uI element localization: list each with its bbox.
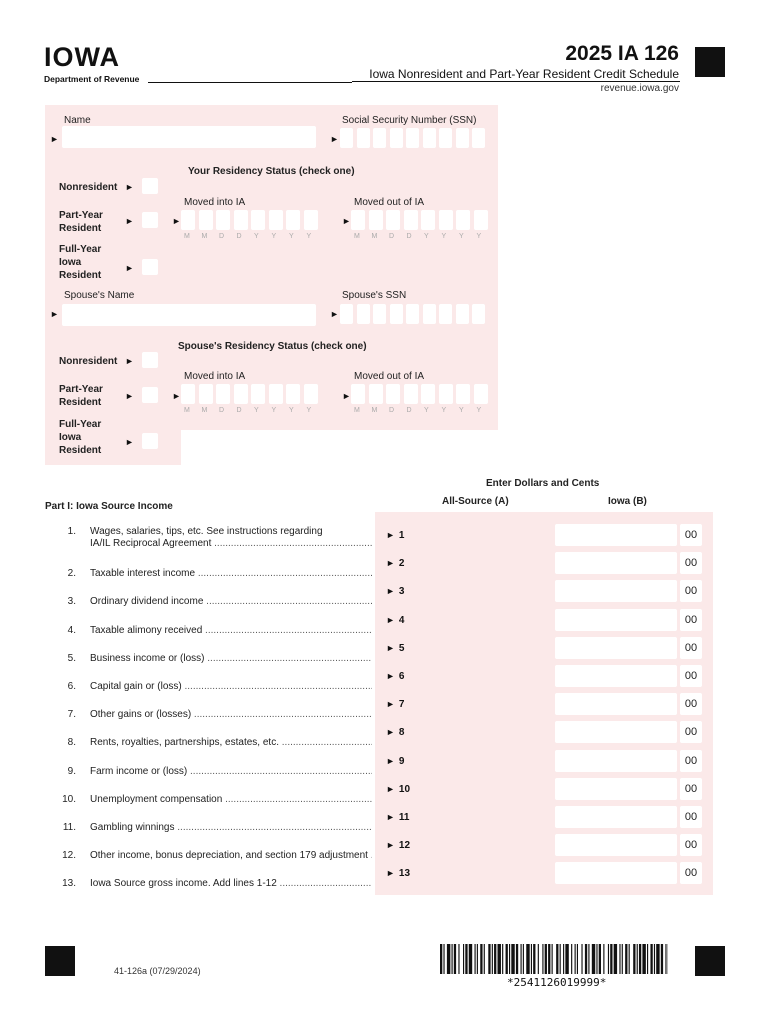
date-format-label: Y: [424, 233, 429, 240]
digit-box[interactable]: [421, 384, 435, 404]
line-description: Iowa Source gross income. Add lines 1-12 .....: [90, 878, 372, 890]
line-description: Farm income or (loss) .....: [90, 766, 372, 778]
arrow-icon: ►: [386, 812, 395, 822]
arrow-icon: ►: [125, 391, 134, 401]
line-box-number: 10: [398, 783, 411, 795]
arrow-icon: ►: [125, 216, 134, 226]
registration-mark-top-right: [695, 47, 725, 77]
date-format-label: D: [389, 233, 395, 240]
barcode-icon: [440, 944, 668, 974]
moved-out-date-field[interactable]: [351, 210, 491, 243]
digit-box[interactable]: [199, 384, 213, 404]
digit-box[interactable]: [456, 128, 469, 148]
line-box-number: 1: [398, 530, 405, 541]
digit-box[interactable]: [181, 384, 195, 404]
arrow-icon: ►: [125, 356, 134, 366]
digit-box[interactable]: [423, 128, 436, 148]
arrow-icon: ►: [125, 437, 134, 447]
digit-box[interactable]: [390, 128, 403, 148]
form-url: revenue.iowa.gov: [600, 83, 679, 94]
digit-box[interactable]: [234, 210, 248, 230]
digit-box[interactable]: [474, 384, 488, 404]
iowa-amount-field[interactable]: [555, 750, 677, 772]
digit-box[interactable]: [373, 304, 386, 324]
date-format-label: M: [354, 233, 360, 240]
form-code: 41-126a (07/29/2024): [114, 966, 201, 976]
cents-field[interactable]: 00: [680, 806, 702, 828]
line-box-number: 5: [398, 642, 405, 654]
part1-title: Part I: Iowa Source Income: [45, 501, 173, 512]
digit-box[interactable]: [181, 210, 195, 230]
digit-box[interactable]: [406, 128, 419, 148]
line-description: Business income or (loss) .....: [90, 653, 372, 665]
digit-box[interactable]: [269, 210, 283, 230]
iowa-amount-field[interactable]: [555, 834, 677, 856]
date-format-label: M: [371, 233, 378, 240]
date-format-label: Y: [271, 233, 277, 240]
line-box-number: 11: [398, 812, 410, 823]
line-description: Capital gain or (loss) .....: [90, 681, 372, 693]
spouse-part-year-line2: Resident: [59, 397, 102, 408]
iowa-amount-field[interactable]: [555, 693, 677, 715]
line-number: 13.: [62, 878, 76, 890]
column-a-header: All-Source (A): [442, 496, 509, 507]
iowa-amount-field[interactable]: [555, 552, 677, 574]
arrow-icon: ►: [342, 391, 351, 401]
date-format-label: Y: [289, 233, 294, 240]
spouse-ssn-label: Spouse's SSN: [342, 290, 407, 301]
form-title: 2025 IA 126: [565, 42, 679, 65]
digit-box[interactable]: [216, 384, 230, 404]
line-box-number: 7: [398, 699, 405, 711]
digit-box[interactable]: [456, 384, 470, 404]
iowa-amount-field[interactable]: [555, 665, 677, 687]
date-format-label: Y: [459, 233, 464, 240]
moved-into-label: Moved into IA: [184, 197, 246, 208]
date-format-label: Y: [289, 407, 294, 414]
arrow-icon: ►: [330, 309, 339, 319]
cents-field[interactable]: 00: [680, 637, 702, 659]
arrow-icon: ►: [386, 727, 395, 738]
line-box-number: 6: [398, 671, 405, 682]
line-number: 7.: [67, 709, 76, 721]
spouse-name-field[interactable]: [62, 304, 316, 326]
arrow-icon: ►: [386, 586, 395, 597]
line-marker: [386, 727, 404, 738]
iowa-amount-field[interactable]: [555, 862, 677, 884]
line-description: Ordinary dividend income .....: [90, 596, 372, 608]
digit-box[interactable]: [456, 304, 469, 324]
enter-dollars-label: Enter Dollars and Cents: [486, 478, 600, 489]
digit-box[interactable]: [373, 128, 386, 148]
date-format-label: M: [371, 407, 378, 414]
residency-heading: Your Residency Status (check one): [188, 166, 355, 177]
nonresident-label: Nonresident: [59, 182, 118, 193]
full-year-label-line1: Full-Year: [59, 244, 102, 255]
spouse-full-year-label: [59, 418, 101, 457]
date-format-label: Y: [254, 407, 259, 414]
spouse-ssn-field[interactable]: [340, 304, 488, 324]
line-description: Rents, royalties, partnerships, estates, etc. .....: [90, 737, 372, 749]
line-marker: [386, 615, 404, 626]
arrow-icon: ►: [386, 783, 395, 794]
spouse-residency-heading: Spouse's Residency Status (check one): [178, 341, 367, 352]
part-year-label-line1: Part-Year: [59, 210, 103, 221]
date-format-label: D: [406, 233, 412, 240]
digit-box[interactable]: [386, 210, 400, 230]
department-name: Department of Revenue: [44, 74, 140, 84]
date-format-label: D: [219, 233, 225, 240]
name-label: Name: [64, 115, 91, 126]
digit-box[interactable]: [439, 304, 452, 324]
iowa-amount-field[interactable]: [555, 637, 677, 659]
digit-box[interactable]: [286, 210, 300, 230]
line-number: 6.: [67, 681, 76, 692]
iowa-amount-field[interactable]: [555, 721, 677, 743]
line-description: Other income, bonus depreciation, and section 179 adjustment .....: [90, 850, 372, 862]
line-number: 11.: [62, 822, 76, 833]
line-number: 4.: [67, 624, 76, 636]
line-number: 5.: [67, 652, 76, 664]
spouse-part-year-label: [59, 383, 103, 409]
digit-box[interactable]: [269, 384, 283, 404]
date-format-label: D: [389, 407, 395, 414]
spouse-moved-into-date-field[interactable]: [181, 384, 321, 417]
date-format-label: Y: [476, 407, 482, 414]
date-format-label: M: [184, 407, 190, 414]
identity-panel: [45, 105, 498, 430]
spouse-moved-out-date-field[interactable]: [351, 384, 491, 417]
moved-out-label: Moved out of IA: [354, 197, 425, 208]
line-description: Taxable interest income .....: [90, 568, 372, 580]
full-year-label-line3: Resident: [59, 270, 102, 281]
digit-box[interactable]: [199, 210, 213, 230]
line-description: Gambling winnings .....: [90, 822, 372, 834]
form-subtitle: Iowa Nonresident and Part-Year Resident Credit Schedule: [369, 67, 679, 81]
line-number: 3.: [67, 596, 76, 608]
full-year-label: [59, 243, 101, 282]
arrow-icon: ►: [50, 134, 59, 144]
digit-box[interactable]: [406, 304, 419, 324]
arrow-icon: ►: [386, 530, 395, 540]
date-format-label: Y: [459, 407, 464, 414]
spouse-full-year-line1: Full-Year: [59, 419, 102, 430]
digit-box[interactable]: [357, 128, 370, 148]
cents-field[interactable]: 00: [680, 862, 702, 884]
arrow-icon: ►: [386, 642, 395, 653]
cents-field[interactable]: 00: [680, 524, 702, 546]
digit-box[interactable]: [351, 210, 365, 230]
line-number: 2.: [67, 568, 76, 580]
date-format-label: Y: [306, 233, 312, 240]
line-marker: [386, 840, 410, 851]
line-box-number: 13: [398, 868, 411, 880]
line-marker: [386, 530, 404, 541]
arrow-icon: ►: [330, 134, 339, 144]
date-format-label: M: [201, 407, 208, 414]
line-number: 1.: [67, 526, 76, 537]
arrow-icon: ►: [386, 840, 395, 851]
spouse-full-year-line3: Resident: [59, 445, 102, 456]
date-format-label: Y: [441, 233, 447, 240]
line-description: Unemployment compensation .....: [90, 794, 372, 806]
iowa-logo: IOWA: [44, 42, 120, 72]
digit-box[interactable]: [286, 384, 300, 404]
digit-box[interactable]: [474, 210, 488, 230]
line-marker: [386, 558, 404, 569]
barcode-number: *2541126019999*: [507, 976, 607, 989]
cents-field[interactable]: 00: [680, 721, 702, 743]
line-box-number: 8: [398, 727, 405, 739]
arrow-icon: ►: [125, 182, 134, 192]
digit-box[interactable]: [234, 384, 248, 404]
date-format-label: D: [236, 407, 242, 414]
digit-box[interactable]: [340, 304, 353, 324]
arrow-icon: ►: [386, 614, 395, 625]
digit-box[interactable]: [404, 384, 418, 404]
arrow-icon: ►: [342, 216, 351, 226]
line-box-number: 9: [398, 755, 405, 767]
spouse-part-year-line1: Part-Year: [59, 384, 103, 395]
line-marker: [386, 756, 404, 767]
spouse-nonresident-checkbox[interactable]: [142, 352, 158, 368]
digit-box[interactable]: [439, 384, 453, 404]
cents-field[interactable]: 00: [680, 609, 702, 631]
spouse-full-year-line2: Iowa: [59, 432, 82, 443]
line-marker: [386, 868, 410, 879]
iowa-amount-field[interactable]: [555, 778, 677, 800]
digit-box[interactable]: [369, 210, 383, 230]
line-marker: [386, 812, 410, 823]
arrow-icon: ►: [386, 868, 395, 879]
name-field[interactable]: [62, 126, 316, 148]
line-description: Wages, salaries, tips, etc. See instructions regarding: [90, 526, 323, 537]
line-description-cont: IA/IL Reciprocal Agreement .....: [90, 538, 372, 550]
digit-box[interactable]: [439, 128, 452, 148]
line-box-number: 2: [398, 558, 405, 570]
spouse-moved-into-label: Moved into IA: [184, 371, 246, 382]
line-marker: [386, 586, 404, 597]
date-format-label: Y: [424, 407, 429, 414]
line-marker: [386, 643, 404, 654]
full-year-label-line2: Iowa: [59, 257, 82, 268]
spouse-full-year-checkbox[interactable]: [142, 433, 158, 449]
digit-box[interactable]: [351, 384, 365, 404]
digit-box[interactable]: [404, 210, 418, 230]
digit-box[interactable]: [439, 210, 453, 230]
cents-field[interactable]: 00: [680, 665, 702, 687]
arrow-icon: ►: [172, 391, 181, 401]
date-format-label: D: [219, 407, 225, 414]
date-format-label: Y: [306, 407, 312, 414]
digit-box[interactable]: [304, 384, 318, 404]
cents-field[interactable]: 00: [680, 552, 702, 574]
spouse-name-label: Spouse's Name: [64, 290, 135, 301]
arrow-icon: ►: [50, 309, 59, 319]
digit-box[interactable]: [369, 384, 383, 404]
arrow-icon: ►: [386, 671, 395, 681]
date-format-label: D: [406, 407, 412, 414]
cents-field[interactable]: 00: [680, 580, 702, 602]
digit-box[interactable]: [216, 210, 230, 230]
digit-box[interactable]: [357, 304, 370, 324]
moved-into-date-field[interactable]: [181, 210, 321, 243]
digit-box[interactable]: [340, 128, 353, 148]
date-format-label: D: [236, 233, 242, 240]
part-year-label-line2: Resident: [59, 223, 102, 234]
cents-field[interactable]: 00: [680, 750, 702, 772]
digit-box[interactable]: [251, 384, 265, 404]
arrow-icon: ►: [386, 699, 395, 710]
date-format-label: Y: [271, 407, 277, 414]
part-year-label: [59, 209, 103, 235]
iowa-amount-field[interactable]: [555, 609, 677, 631]
digit-box[interactable]: [456, 210, 470, 230]
cents-field[interactable]: 00: [680, 693, 702, 715]
registration-mark-bottom-left: [45, 946, 75, 976]
line-number: 8.: [67, 737, 76, 749]
spouse-moved-out-label: Moved out of IA: [354, 371, 425, 382]
iowa-amount-field[interactable]: [555, 580, 677, 602]
department-rule: [148, 82, 352, 83]
line-box-number: 12: [398, 840, 411, 852]
full-year-checkbox[interactable]: [142, 259, 158, 275]
spouse-nonresident-label: Nonresident: [59, 356, 118, 367]
line-box-number: 4: [398, 614, 405, 626]
digit-box[interactable]: [472, 128, 485, 148]
part-year-checkbox[interactable]: [142, 212, 158, 228]
arrow-icon: ►: [125, 263, 134, 273]
ssn-label: Social Security Number (SSN): [342, 115, 477, 126]
line-number: 10.: [62, 793, 76, 805]
line-description: Other gains or (losses) .....: [90, 709, 372, 721]
date-format-label: Y: [254, 233, 259, 240]
line-number: 9.: [67, 765, 76, 777]
digit-box[interactable]: [390, 304, 403, 324]
line-marker: [386, 699, 404, 710]
column-b-header: Iowa (B): [608, 496, 647, 507]
date-format-label: M: [201, 233, 208, 240]
arrow-icon: ►: [172, 216, 181, 226]
registration-mark-bottom-right: [695, 946, 725, 976]
ssn-field[interactable]: [340, 128, 488, 148]
digit-box[interactable]: [472, 304, 485, 324]
date-format-label: M: [184, 233, 190, 240]
line-marker: [386, 784, 410, 795]
digit-box[interactable]: [421, 210, 435, 230]
line-description: Taxable alimony received .....: [90, 625, 372, 637]
iowa-amount-field[interactable]: [555, 806, 677, 828]
arrow-icon: ►: [386, 558, 395, 569]
line-number: 12.: [62, 850, 76, 862]
digit-box[interactable]: [251, 210, 265, 230]
date-format-label: Y: [441, 407, 447, 414]
date-format-label: M: [354, 407, 360, 414]
line-marker: [386, 671, 404, 682]
digit-box[interactable]: [423, 304, 436, 324]
cents-field[interactable]: 00: [680, 834, 702, 856]
arrow-icon: ►: [386, 755, 395, 766]
subtitle-rule: [352, 81, 680, 82]
digit-box[interactable]: [304, 210, 318, 230]
date-format-label: Y: [476, 233, 482, 240]
digit-box[interactable]: [386, 384, 400, 404]
nonresident-checkbox[interactable]: [142, 178, 158, 194]
line-box-number: 3: [398, 586, 405, 598]
cents-field[interactable]: 00: [680, 778, 702, 800]
iowa-amount-field[interactable]: [555, 524, 677, 546]
spouse-part-year-checkbox[interactable]: [142, 387, 158, 403]
